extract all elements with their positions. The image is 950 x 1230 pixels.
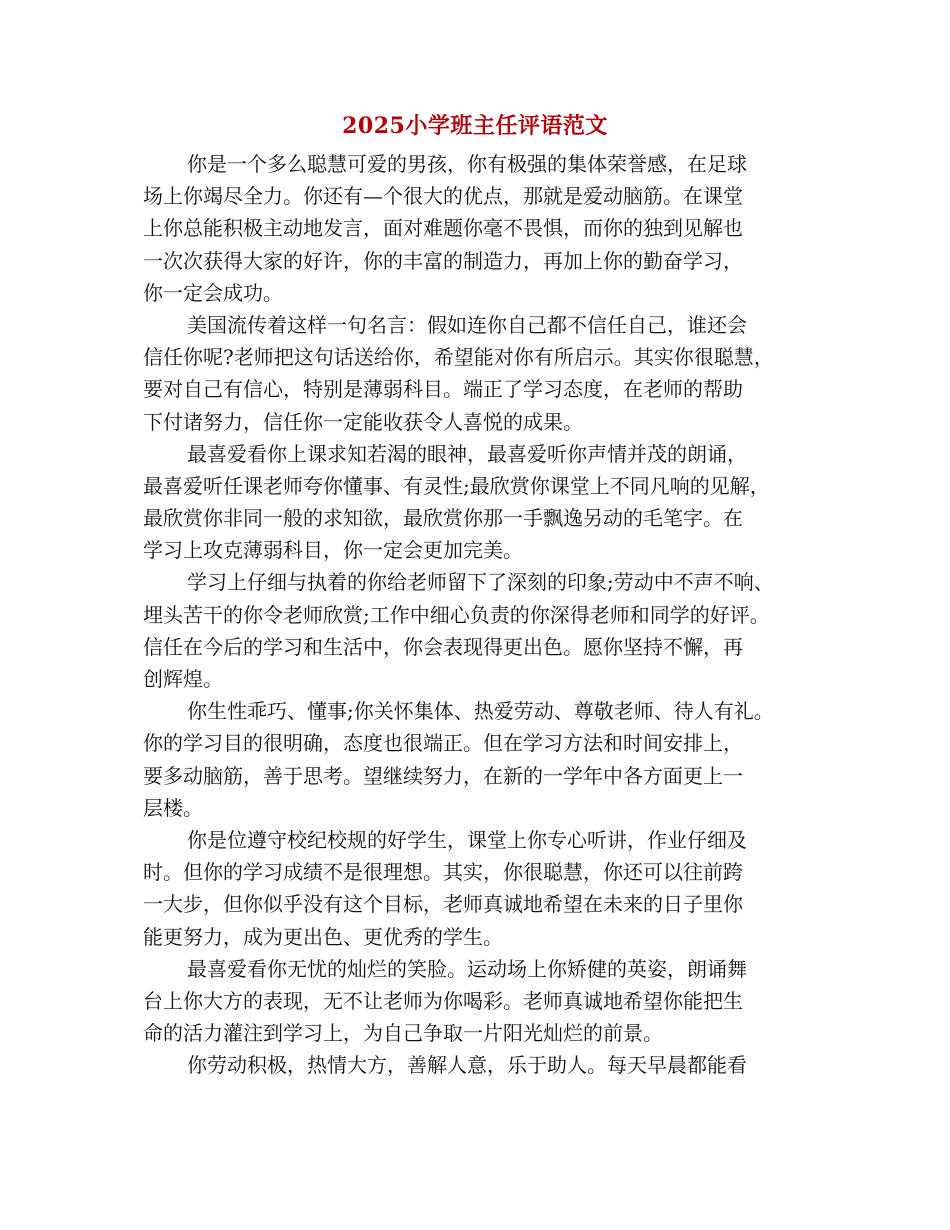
text-line: 要对自己有信心，特别是薄弱科目。端正了学习态度，在老师的帮助 bbox=[143, 377, 743, 402]
paragraph-2 bbox=[143, 309, 823, 438]
document-body bbox=[143, 148, 823, 1081]
text-line: 最喜爱听任课老师夸你懂事、有灵性;最欣赏你课堂上不同凡响的见解， bbox=[143, 473, 770, 498]
text-line: 命的活力灌注到学习上，为自己争取一片阳光灿烂的前景。 bbox=[143, 1021, 663, 1046]
text-line: 你是位遵守校纪校规的好学生，课堂上你专心听讲，作业仔细及 bbox=[187, 827, 747, 852]
text-line: 学习上攻克薄弱科目，你一定会更加完美。 bbox=[143, 538, 523, 563]
text-line: 要多动脑筋，善于思考。望继续努力，在新的一学年中各方面更上一 bbox=[143, 763, 743, 788]
document-title: 2025小学班主任评语范文 bbox=[342, 113, 608, 139]
text-line: 场上你竭尽全力。你还有—个很大的优点，那就是爱动脑筋。在课堂 bbox=[143, 184, 743, 209]
text-line: 你的学习目的很明确，态度也很端正。但在学习方法和时间安排上， bbox=[143, 731, 743, 756]
paragraph-4 bbox=[143, 566, 823, 695]
text-line: 你生性乖巧、懂事;你关怀集体、热爱劳动、尊敬老师、待人有礼。 bbox=[187, 699, 774, 724]
text-line: 创辉煌。 bbox=[143, 667, 223, 691]
text-line: 下付诸努力，信任你一定能收获令人喜悦的成果。 bbox=[143, 409, 583, 434]
text-line: 台上你大方的表现，无不让老师为你喝彩。老师真诚地希望你能把生 bbox=[143, 988, 743, 1013]
text-line: 埋头苦干的你令老师欣赏;工作中细心负责的你深得老师和同学的好评。 bbox=[143, 602, 770, 627]
text-line: 最喜爱看你无忧的灿烂的笑脸。运动场上你矫健的英姿，朗诵舞 bbox=[187, 956, 747, 981]
text-line: 你一定会成功。 bbox=[143, 280, 283, 305]
text-line: 能更努力，成为更出色、更优秀的学生。 bbox=[143, 924, 503, 949]
text-line: 你劳动积极，热情大方，善解人意，乐于助人。每天早晨都能看 bbox=[187, 1053, 747, 1078]
text-line: 最欣赏你非同一般的求知欲，最欣赏你那一手飘逸另动的毛笔字。在 bbox=[143, 506, 743, 531]
text-line: 一次次获得大家的好许，你的丰富的制造力，再加上你的勤奋学习， bbox=[143, 248, 743, 273]
text-line: 信任你呢?老师把这句话送给你，希望能对你有所启示。其实你很聪慧， bbox=[143, 345, 774, 370]
paragraph-3 bbox=[143, 438, 823, 567]
text-line: 层楼。 bbox=[143, 795, 203, 820]
text-line: 你是一个多么聪慧可爱的男孩，你有极强的集体荣誉感，在足球 bbox=[187, 152, 747, 176]
paragraph-8 bbox=[143, 1049, 823, 1081]
paragraph-7 bbox=[143, 953, 823, 1050]
paragraph-1 bbox=[143, 148, 823, 309]
paragraph-6 bbox=[143, 824, 823, 953]
text-line: 上你总能积极主动地发言，面对难题你毫不畏惧，而你的独到见解也 bbox=[143, 216, 743, 241]
text-line: 一大步，但你似乎没有这个目标，老师真诚地希望在未来的日子里你 bbox=[143, 892, 743, 917]
text-line: 学习上仔细与执着的你给老师留下了深刻的印象;劳动中不声不响、 bbox=[187, 570, 774, 595]
text-line: 美国流传着这样一句名言：假如连你自己都不信任自己，谁还会 bbox=[187, 312, 747, 337]
text-line: 最喜爱看你上课求知若渴的眼神，最喜爱听你声情并茂的朗诵， bbox=[187, 441, 747, 466]
text-line: 信任在今后的学习和生活中，你会表现得更出色。愿你坚持不懈，再 bbox=[143, 634, 743, 659]
paragraph-5 bbox=[143, 695, 823, 824]
text-line: 时。但你的学习成绩不是很理想。其实，你很聪慧，你还可以往前跨 bbox=[143, 860, 743, 885]
